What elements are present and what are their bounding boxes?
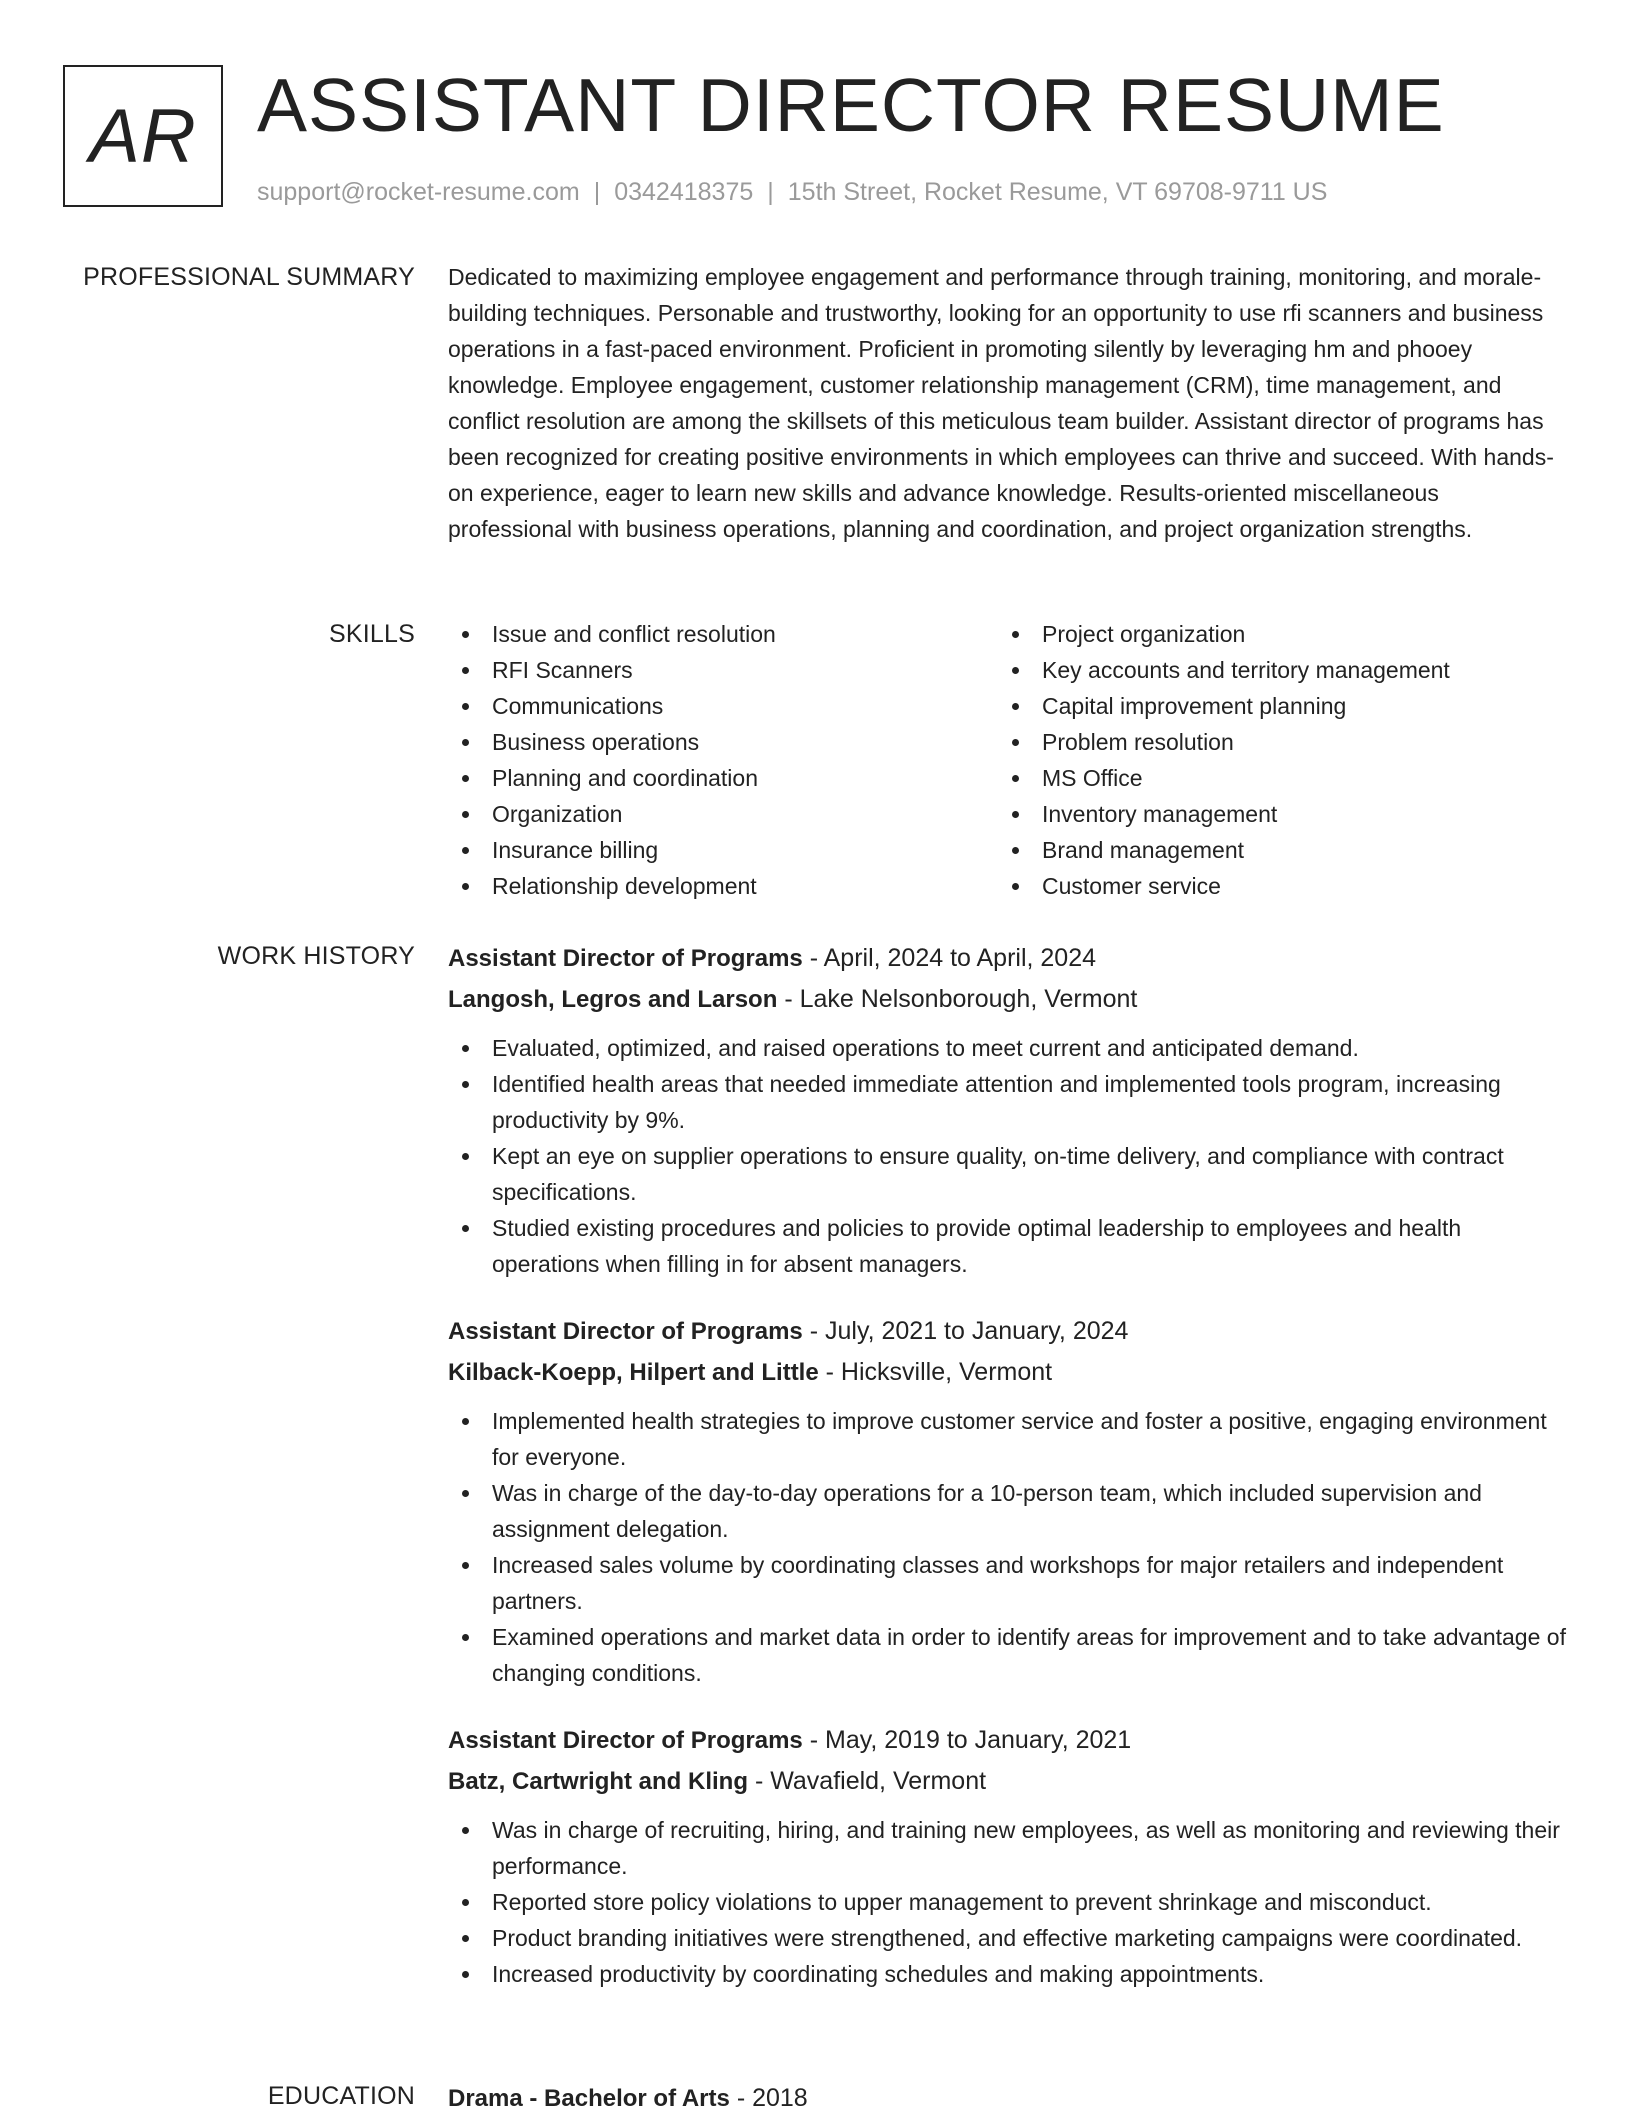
summary-heading: PROFESSIONAL SUMMARY: [83, 263, 415, 291]
contact-email[interactable]: support@rocket-resume.com: [257, 178, 580, 206]
skill-item: Brand management: [998, 832, 1548, 868]
job-company: Batz, Cartwright and Kling: [448, 1768, 748, 1795]
contact-separator: |: [593, 178, 601, 206]
job-bullet: Studied existing procedures and policies to provide optimal leadership to employees and health operations when filling in for absent managers.: [448, 1210, 1568, 1282]
job-location: - Lake Nelsonborough, Vermont: [784, 985, 1138, 1013]
job-bullet: Implemented health strategies to improve customer service and foster a positive, engaging environment for everyone.: [448, 1403, 1568, 1475]
skills-column-right: [998, 616, 1548, 904]
job-bullet: Increased sales volume by coordinating classes and workshops for major retailers and independent partners.: [448, 1547, 1568, 1619]
job-bullet: Was in charge of recruiting, hiring, and training new employees, as well as monitoring and reviewing their performance.: [448, 1812, 1568, 1884]
job-bullet: Identified health areas that needed immediate attention and implemented tools program, increasing productivity by 9%.: [448, 1066, 1568, 1138]
job-location: - Wavafield, Vermont: [754, 1767, 987, 1795]
job-company-line: [448, 1761, 1568, 1802]
job-entry: [448, 1720, 1568, 1992]
job-title: Assistant Director of Programs: [448, 1318, 803, 1345]
job-bullets: [448, 1403, 1568, 1691]
contact-address: 15th Street, Rocket Resume, VT 69708-9711 US: [787, 178, 1328, 206]
job-title-line: [448, 938, 1568, 979]
contact-line: [257, 175, 1327, 210]
skill-item: Issue and conflict resolution: [448, 616, 998, 652]
job-company-line: [448, 979, 1568, 1020]
job-entry: [448, 1311, 1568, 1691]
job-location: - Hicksville, Vermont: [825, 1358, 1053, 1386]
skills-heading: SKILLS: [329, 620, 415, 648]
job-bullet: Was in charge of the day-to-day operations for a 10-person team, which included supervision and assignment delegation.: [448, 1475, 1568, 1547]
summary-body: [448, 259, 1568, 547]
job-title-line: [448, 1720, 1568, 1761]
job-bullet: Examined operations and market data in order to identify areas for improvement and to take advantage of changing conditions.: [448, 1619, 1568, 1691]
skill-item: Customer service: [998, 868, 1548, 904]
job-bullet: Kept an eye on supplier operations to ensure quality, on-time delivery, and compliance with contract specifications.: [448, 1138, 1568, 1210]
job-company: Kilback-Koepp, Hilpert and Little: [448, 1359, 819, 1386]
work-history-body: [448, 938, 1568, 2021]
skill-item: Key accounts and territory management: [998, 652, 1548, 688]
skills-grid: [448, 616, 1568, 904]
job-dates: - May, 2019 to January, 2021: [809, 1726, 1132, 1754]
job-dates: - July, 2021 to January, 2024: [809, 1317, 1129, 1345]
skills-column-left: [448, 616, 998, 904]
monogram-logo: AR: [63, 65, 223, 207]
skill-item: RFI Scanners: [448, 652, 998, 688]
skill-item: Capital improvement planning: [998, 688, 1548, 724]
work-history-heading: WORK HISTORY: [217, 942, 415, 970]
job-dates: - April, 2024 to April, 2024: [809, 944, 1097, 972]
job-title: Assistant Director of Programs: [448, 1727, 803, 1754]
skill-item: Insurance billing: [448, 832, 998, 868]
page-title: ASSISTANT DIRECTOR RESUME: [257, 63, 1445, 147]
skill-item: Problem resolution: [998, 724, 1548, 760]
contact-phone[interactable]: 0342418375: [614, 178, 754, 206]
job-bullet: Increased productivity by coordinating schedules and making appointments.: [448, 1956, 1568, 1992]
skills-body: [448, 616, 1568, 904]
education-year: - 2018: [736, 2084, 808, 2112]
job-title: Assistant Director of Programs: [448, 945, 803, 972]
skill-item: Inventory management: [998, 796, 1548, 832]
skill-item: Project organization: [998, 616, 1548, 652]
education-body: [448, 2078, 1568, 2119]
contact-separator: |: [767, 178, 774, 206]
education-degree: Drama - Bachelor of Arts: [448, 2085, 730, 2112]
job-entry: [448, 938, 1568, 1282]
education-line: [448, 2078, 1568, 2119]
job-bullet: Evaluated, optimized, and raised operations to meet current and anticipated demand.: [448, 1030, 1568, 1066]
job-bullets: [448, 1812, 1568, 1992]
education-heading: EDUCATION: [267, 2082, 415, 2110]
resume-header: [63, 65, 1563, 215]
skill-item: MS Office: [998, 760, 1548, 796]
skill-item: Organization: [448, 796, 998, 832]
skill-item: Planning and coordination: [448, 760, 998, 796]
job-title-line: [448, 1311, 1568, 1352]
job-bullets: [448, 1030, 1568, 1282]
skill-item: Business operations: [448, 724, 998, 760]
job-company: Langosh, Legros and Larson: [448, 986, 778, 1013]
job-bullet: Reported store policy violations to upper management to prevent shrinkage and misconduct.: [448, 1884, 1568, 1920]
skill-item: Relationship development: [448, 868, 998, 904]
summary-text: Dedicated to maximizing employee engagement and performance through training, monitoring, and morale-building techniques. Personable and trustworthy, looking for an opportunity to use rfi scanners and business operations in a fast-paced environment. Proficient in promoting silently by leveraging hm and phooey knowledge. Employee engagement, customer relationship management (CRM), time management, and conflict resolution are among the skillsets of this meticulous team builder. Assistant director of programs has been recognized for creating positive environments in which employees can thrive and succeed. With hands-on experience, eager to learn new skills and advance knowledge. Results-oriented miscellaneous professional with business operations, planning and coordination, and project organization strengths.: [448, 264, 1554, 542]
skill-item: Communications: [448, 688, 998, 724]
job-company-line: [448, 1352, 1568, 1393]
job-bullet: Product branding initiatives were strengthened, and effective marketing campaigns were coordinated.: [448, 1920, 1568, 1956]
